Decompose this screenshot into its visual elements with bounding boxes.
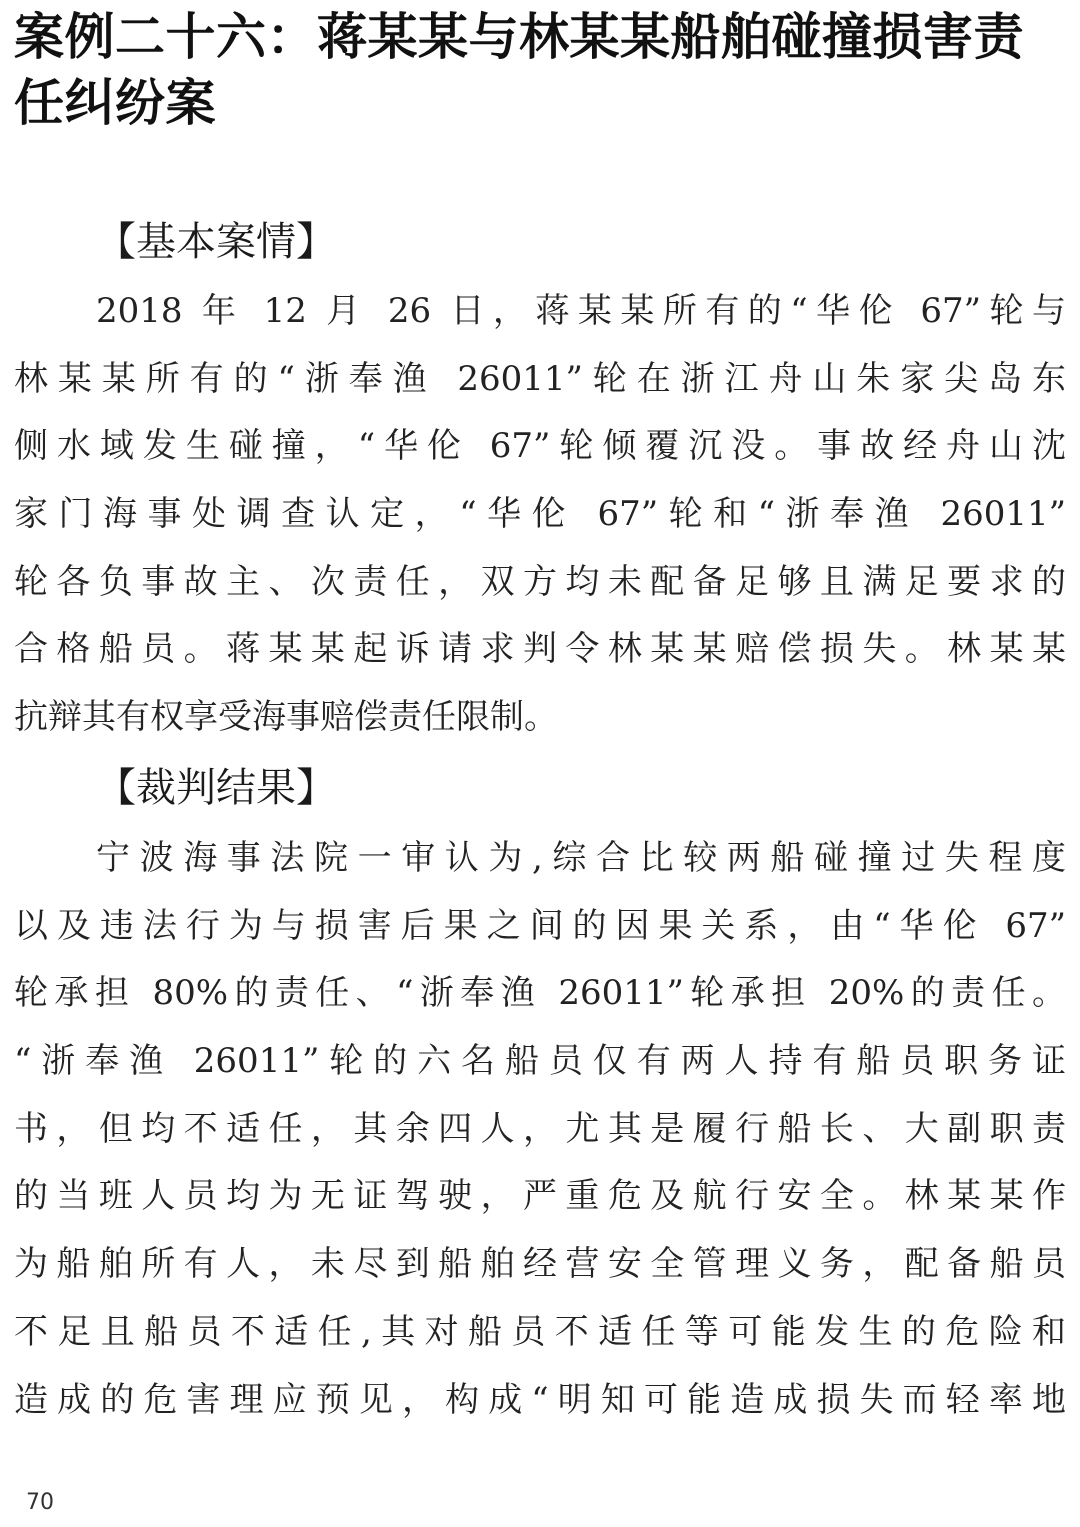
- facts-paragraph: [14, 278, 1066, 752]
- paragraph-line: 抗辩其有权享受海事赔偿责任限制。: [14, 697, 558, 738]
- section-heading-judgment: 【裁判结果】: [96, 765, 336, 811]
- paragraph-line: 林某某所有的“浙奉渔 26011”轮在浙江舟山朱家尖岛东: [14, 358, 1066, 399]
- paragraph-line: 合格船员。蒋某某起诉请求判令林某某赔偿损失。林某某: [14, 629, 1066, 670]
- title-line-2: 任纠纷案: [14, 74, 216, 132]
- paragraph-line: 2018 年 12 月 26 日，蒋某某所有的“华伦 67”轮与: [96, 291, 1066, 331]
- judgment-paragraph: [14, 825, 1066, 1434]
- paragraph-line: 轮承担 80%的责任、“浙奉渔 26011”轮承担 20%的责任。: [14, 973, 1066, 1014]
- paragraph-line: 造成的危害理应预见，构成“明知可能造成损失而轻率地: [14, 1379, 1066, 1420]
- paragraph-line: 不足且船员不适任,其对船员不适任等可能发生的危险和: [14, 1311, 1066, 1352]
- title-line-1: 案例二十六：蒋某某与林某某船舶碰撞损害责: [14, 8, 1024, 66]
- page-number: 70: [26, 1490, 54, 1515]
- paragraph-line: 轮各负事故主、次责任，双方均未配备足够且满足要求的: [14, 561, 1066, 602]
- page-title: [14, 4, 1064, 136]
- paragraph-line: 书，但均不适任，其余四人，尤其是履行船长、大副职责: [14, 1108, 1066, 1149]
- paragraph-line: 宁波海事法院一审认为,综合比较两船碰撞过失程度: [96, 838, 1066, 878]
- paragraph-line: 侧水域发生碰撞，“华伦 67”轮倾覆沉没。事故经舟山沈: [14, 426, 1066, 467]
- paragraph-line: 的当班人员均为无证驾驶，严重危及航行安全。林某某作: [14, 1176, 1066, 1217]
- paragraph-line: “浙奉渔 26011”轮的六名船员仅有两人持有船员职务证: [14, 1041, 1066, 1082]
- section-heading-facts: 【基本案情】: [96, 219, 336, 265]
- paragraph-line: 以及违法行为与损害后果之间的因果关系，由“华伦 67”: [14, 905, 1066, 946]
- paragraph-line: 家门海事处调查认定，“华伦 67”轮和“浙奉渔 26011”: [14, 494, 1066, 535]
- paragraph-line: 为船舶所有人，未尽到船舶经营安全管理义务，配备船员: [14, 1244, 1066, 1285]
